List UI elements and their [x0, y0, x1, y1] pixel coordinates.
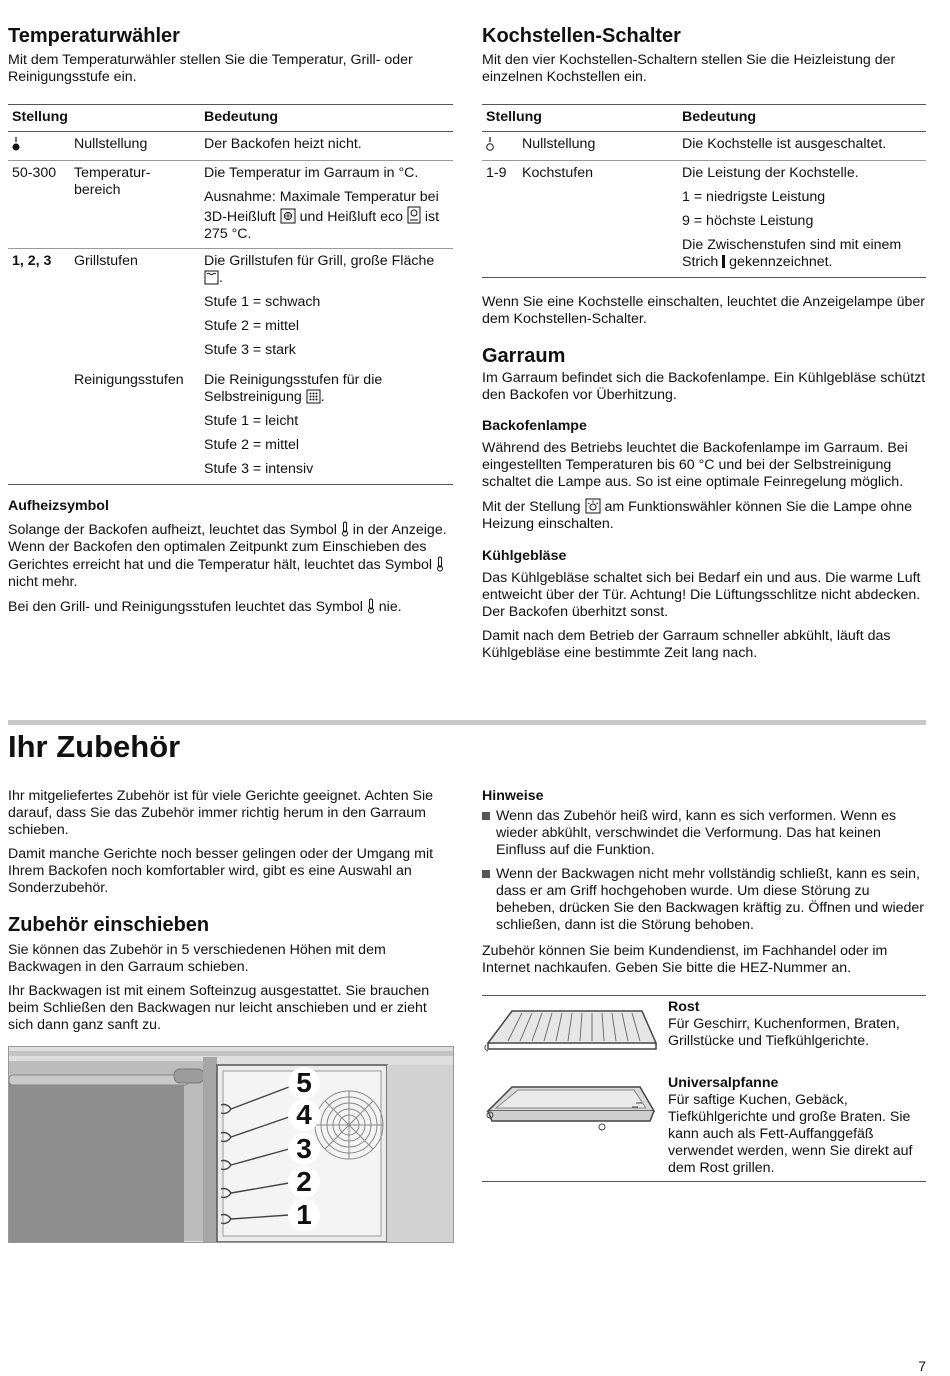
position-value: 1-9 [482, 161, 518, 278]
section-divider [8, 720, 926, 725]
section-title: Kochstellen-Schalter [482, 25, 681, 47]
position-name: Nullstellung [518, 132, 678, 161]
position-name: Kochstufen [518, 161, 678, 278]
garraum-text: Im Garraum befindet sich die Backofenlampe. Ein Kühlgebläse schützt den Backofen vor Überhitzung. [482, 370, 926, 403]
kuehl-text: Damit nach dem Betrieb der Garraum schneller abkühlt, läuft das Kühlgebläse eine bestimmte Zeit lang nach. [482, 628, 891, 661]
level-label-4: 4 [288, 1099, 320, 1131]
thermometer-icon [367, 598, 375, 614]
bullet-icon [482, 870, 490, 878]
position-desc: Der Backofen heizt nicht. [200, 132, 453, 161]
level-label-2: 2 [288, 1166, 320, 1198]
paragraph: Ihr mitgeliefertes Zubehör ist für viele Gerichte geeignet. Achten Sie darauf, dass Sie das Zubehör immer richtig herum in den Garraum schieben. [8, 788, 434, 838]
hot-air-3d-icon [280, 208, 296, 224]
header-stellung: Stellung [482, 105, 678, 132]
accessory-desc: Für Geschirr, Kuchenformen, Braten, Grillstücke und Tiefkühlgerichte. [668, 1016, 900, 1049]
position-name: Grillstufen [74, 253, 138, 269]
temperaturwaehler-section [8, 24, 453, 616]
baking-tray-image [482, 1081, 660, 1141]
table-row [8, 161, 453, 249]
position-value: 50-300 [8, 161, 70, 249]
table-header [8, 105, 453, 132]
hinweise-heading: Hinweise [482, 788, 544, 804]
oven-lamp-icon [585, 498, 601, 514]
level-label-3: 3 [288, 1133, 320, 1165]
position-value: 1, 2, 3 [12, 253, 52, 269]
intro-text: Mit dem Temperaturwähler stellen Sie die Temperatur, Grill- oder Reinigungsstufe ein. [8, 52, 413, 85]
header-bedeutung: Bedeutung [678, 105, 926, 132]
hinweise-section [482, 788, 926, 977]
accessory-title: Rost [668, 999, 700, 1015]
header-stellung: Stellung [8, 105, 200, 132]
lampe-heading: Backofenlampe [482, 418, 587, 434]
einschieben-heading: Zubehör einschieben [8, 914, 210, 936]
thermometer-icon [436, 556, 444, 572]
hob-note: Wenn Sie eine Kochstelle einschalten, leuchtet die Anzeigelampe über dem Kochstellen-Schalter. [482, 294, 925, 327]
hob-table [482, 104, 926, 278]
aufheiz-heading: Aufheizsymbol [8, 498, 109, 514]
lampe-text: Mit der Stellung am Funktionswähler können Sie die Lampe ohne Heizung einschalten. [482, 499, 913, 532]
table-row [8, 249, 453, 369]
page-number: 7 [918, 1358, 926, 1374]
position-desc: Die Reinigungsstufen für die Selbstreinigung . Stufe 1 = leicht Stufe 2 = mittel Stufe 3 = intensiv [200, 368, 453, 485]
accessory-universalpfanne [482, 1069, 926, 1183]
aufheiz-paragraph: Bei den Grill- und Reinigungsstufen leuchtet das Symbol nie. [8, 599, 402, 615]
kochstellen-section [482, 24, 926, 662]
kaufen-text: Zubehör können Sie beim Kundendienst, im Fachhandel oder im Internet nachkaufen. Geben Sie bitte die HEZ-Nummer an. [482, 943, 888, 976]
thermometer-icon [341, 521, 349, 537]
level-label-1: 1 [288, 1199, 320, 1231]
intro-text: Mit den vier Kochstellen-Schaltern stellen Sie die Heizleistung der einzelnen Kochstellen ein. [482, 52, 896, 85]
zero-position-icon [482, 132, 518, 161]
kuehl-text: Das Kühlgebläse schaltet sich bei Bedarf ein und aus. Die warme Luft entweicht über der Tür. Achtung! Die Lüftungsschlitze nicht abdecken. Der Backofen überhitzt sonst. [482, 570, 921, 620]
page-heading: Ihr Zubehör [8, 729, 181, 764]
garraum-heading: Garraum [482, 345, 566, 367]
accessory-title: Universalpfanne [668, 1075, 779, 1091]
list-item: Wenn der Backwagen nicht mehr vollständig schließt, kann es sein, dass er am Griff hochgehoben wurde. Um diese Störung zu beheben, drücken Sie den Backwagen kräftig zu. Öffnen und wieder schließen, dann ist die Störung behoben. [482, 866, 926, 934]
paragraph: Ihr Backwagen ist mit einem Softeinzug ausgestattet. Sie brauchen beim Schließen den Backwagen nur leicht anschieben und er zieht sich dann ganz sanft zu. [8, 983, 430, 1033]
lampe-text: Während des Betriebs leuchtet die Backofenlampe im Garraum. Bei eingestellten Temperaturen bis 60 °C und bei der Selbstreinigung schaltet die Lampe aus. So ist eine optimale Feinregelung möglich. [482, 440, 908, 490]
table-row [482, 161, 926, 278]
position-name: Temperatur-bereich [70, 161, 200, 249]
grill-surface-icon [204, 270, 219, 285]
temperature-table [8, 104, 453, 485]
accessory-desc: Für saftige Kuchen, Gebäck, Tiefkühlgerichte und große Braten. Sie kann auch als Fett-Auffanggefäß verwendet werden, wenn Sie direkt auf dem Rost grillen. [668, 1092, 913, 1176]
level-label-5: 5 [288, 1067, 320, 1099]
table-row [8, 368, 453, 485]
bullet-icon [482, 812, 490, 820]
table-row [8, 132, 453, 161]
header-bedeutung: Bedeutung [200, 105, 453, 132]
accessory-rost [482, 995, 926, 1069]
bar-symbol-icon [722, 255, 725, 268]
kuehl-heading: Kühlgebläse [482, 548, 567, 564]
accessory-list [482, 995, 926, 1183]
paragraph: Damit manche Gerichte noch besser gelingen oder der Umgang mit Ihrem Backofen noch komfortabler wird, gibt es eine Auswahl an Sonderzubehör. [8, 846, 434, 896]
table-row [482, 132, 926, 161]
zubehoer-intro [8, 788, 453, 1034]
zero-position-icon [8, 132, 70, 161]
aufheiz-paragraph: Solange der Backofen aufheizt, leuchtet das Symbol in der Anzeige. Wenn der Backofen den optimalen Zeitpunkt zum Einschieben des Gerichtes erreicht hat und die Temperatur hält, leuchtet das Symbol nicht mehr. [8, 522, 447, 590]
position-desc: Die Leistung der Kochstelle. 1 = niedrigste Leistung 9 = höchste Leistung Die Zwischenstufen sind mit einem Strich gekennzeichnet. [678, 161, 926, 278]
list-item: Wenn das Zubehör heiß wird, kann es sich verformen. Wenn es wieder abkühlt, verschwindet die Verformung. Das hat keinen Einfluss auf die Funktion. [482, 808, 926, 859]
oven-rack-illustration [8, 1046, 454, 1243]
self-cleaning-icon [306, 389, 321, 404]
position-desc: Die Grillstufen für Grill, große Fläche . Stufe 1 = schwach Stufe 2 = mittel Stufe 3 = stark [204, 253, 435, 358]
position-name: Nullstellung [70, 132, 200, 161]
position-desc: Die Kochstelle ist ausgeschaltet. [678, 132, 926, 161]
section-title: Temperaturwähler [8, 25, 180, 47]
wire-rack-image [482, 1003, 660, 1063]
position-name: Reinigungsstufen [70, 368, 200, 485]
table-header [482, 105, 926, 132]
hot-air-eco-icon [407, 206, 421, 224]
paragraph: Sie können das Zubehör in 5 verschiedenen Höhen mit dem Backwagen in den Garraum schieben. [8, 942, 386, 975]
position-desc: Die Temperatur im Garraum in °C. Ausnahme: Maximale Temperatur bei 3D-Heißluft und Heißluft eco ist 275 °C. [200, 161, 453, 249]
